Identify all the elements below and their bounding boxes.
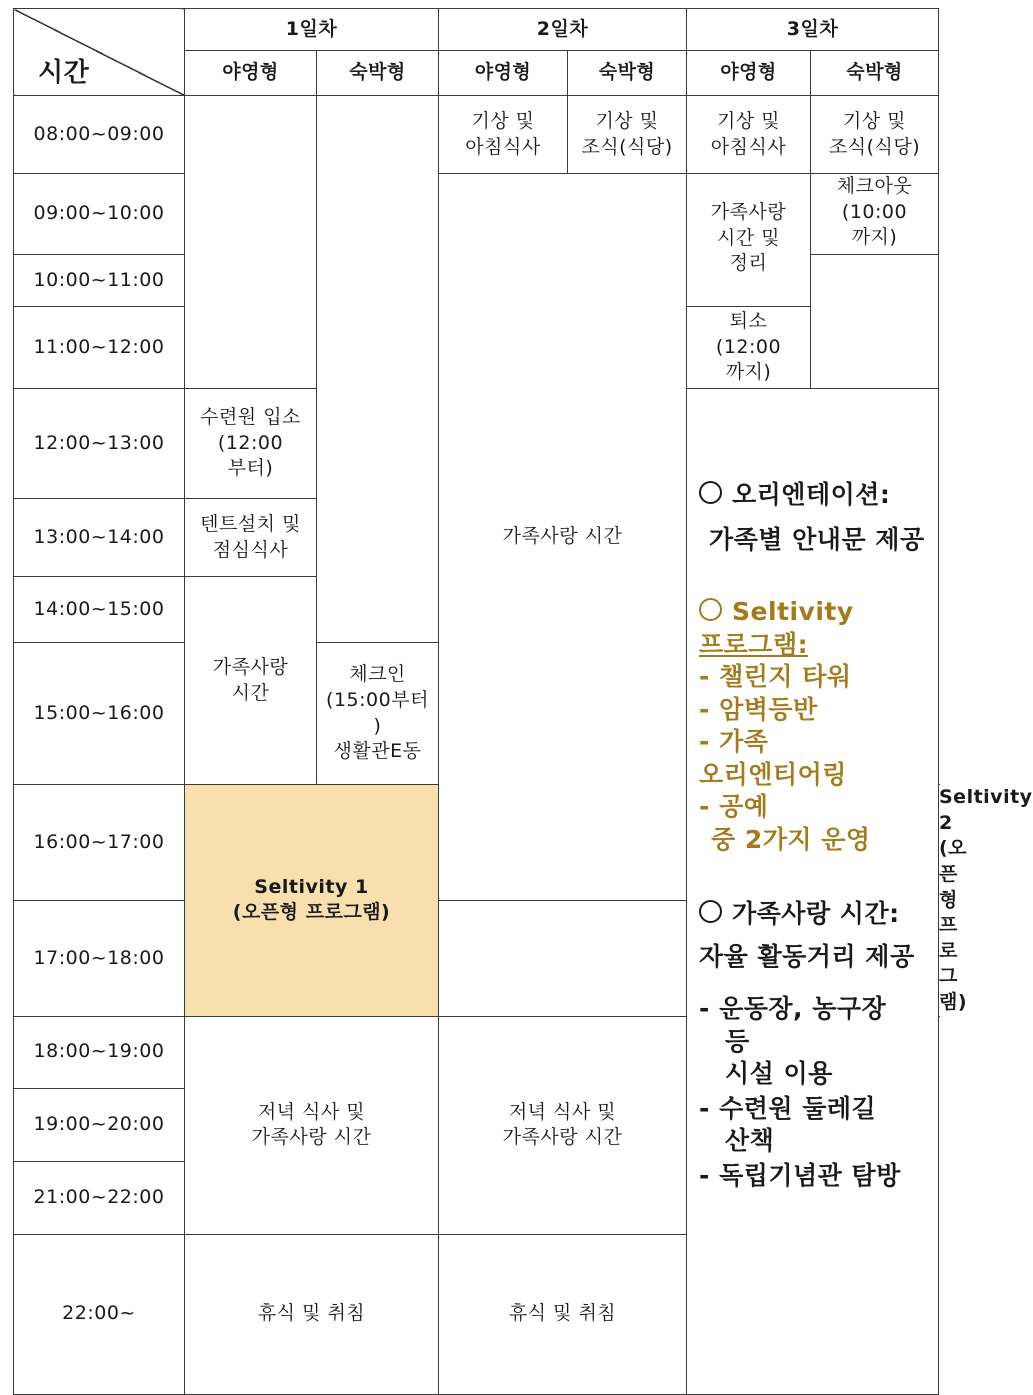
seltivity-item: - 가족 오리엔티어링 [699,727,847,789]
family-sub: 자율 활동거리 제공 [699,941,915,971]
time-slot: 15:00~16:00 [14,643,185,785]
seltivity-item: - 암벽등반 [699,694,818,724]
day3-camp-leave: 퇴소 (12:00 까지) [687,307,811,389]
time-slot: 19:00~20:00 [14,1088,185,1161]
day2-stay-header: 숙박형 [568,51,687,96]
time-header: 시간 [38,57,90,88]
day1-camp-tent: 텐트설치 및 점심식사 [185,499,317,577]
seltivity-note: 중 2가지 운영 [711,824,871,854]
time-slot: 16:00~17:00 [14,785,185,901]
seltivity-title: Seltivity [732,597,854,626]
time-slot: 13:00~14:00 [14,499,185,577]
day1-camp-empty [185,96,317,389]
time-slot: 09:00~10:00 [14,174,185,255]
day-1-header: 1일차 [185,9,439,51]
family-block [699,898,928,931]
time-slot: 22:00~ [14,1234,185,1394]
corner-header [14,9,185,96]
day-3-header: 3일차 [687,9,939,51]
family-item: - 운동장, 농구장 등 시설 이용 [699,994,887,1088]
time-slot: 21:00~22:00 [14,1161,185,1234]
day2-camp-wake: 기상 및 아침식사 [439,96,568,174]
day-2-header: 2일차 [439,9,687,51]
family-item: - 독립기념관 탐방 [699,1160,901,1190]
time-slot: 10:00~11:00 [14,255,185,307]
family-item: - 수련원 둘레길 산책 [699,1093,877,1155]
day2-camp-header: 야영형 [439,51,568,96]
day3-stay-checkout: 체크아웃 (10:00 까지) [811,174,939,255]
seltivity-item: - 챌린지 타워 [699,662,852,691]
day3-camp-wake: 기상 및 아침식사 [687,96,811,174]
seltivity-item: - 공예 [699,792,769,821]
day3-stay-header: 숙박형 [811,51,939,96]
time-slot: 18:00~19:00 [14,1016,185,1088]
day3-camp-family: 가족사랑 시간 및 정리 [687,174,811,307]
orientation-sub: 가족별 안내문 제공 [709,524,925,554]
orientation-title: 오리엔테이션: [732,480,891,509]
time-slot: 17:00~18:00 [14,900,185,1016]
day2-family-time: 가족사랑 시간 [439,174,687,901]
day3-camp-header: 야영형 [687,51,811,96]
time-slot: 12:00~13:00 [14,389,185,499]
day3-stay-wake: 기상 및 조식(식당) [811,96,939,174]
day3-stay-empty [811,255,939,389]
family-list [699,993,928,1192]
circle-bullet-icon [699,598,722,621]
family-title: 가족사랑 시간: [732,899,900,928]
day1-camp-enter: 수련원 입소 (12:00 부터) [185,389,317,499]
day1-camp-family: 가족사랑 시간 [185,577,317,785]
circle-bullet-icon [699,900,722,923]
time-slot: 08:00~09:00 [14,96,185,174]
seltivity-block [699,596,928,856]
day2-rest: 휴식 및 취침 [439,1234,687,1394]
day1-dinner: 저녁 식사 및 가족사랑 시간 [185,1016,439,1234]
time-slot: 14:00~15:00 [14,577,185,643]
day1-stay-header: 숙박형 [317,51,439,96]
schedule-table: 시간 1일차 2일차 3일차 야영형 숙박형 야영형 숙박형 야영형 숙박형 08:00~09:00 기상 및 아침식사 기상 및 조식(식당) 기상 및 아침식사 기상 및 조식(식당) 09:00~10:00 가족사랑 시간 가족사랑 시간 및 정리 체크아웃 (10:00 까지) 10:00~11:00 11:00~12:00 퇴소 (12:00 까지) 12:00~13:00 수련원 입소 (12:00 부터) 오리엔테이션: 가족별 안내문 제공 Seltivity 프로그램: - 챌린지 타워 - 암벽등반 - 가족 오리엔티어링 - 공예 중 2가지 운영 가족사랑 시간: 자율 활동거리 제공 - 운동장, 농구장 등 시설 이용 - 수련원 둘레길 산책 - 독립기념관 탐방 13:00~14:00 텐트설치 및 점심식사 14:00~15:00 가족사랑 시간 15:00~16:00 체크인 (15:00부터 ) 생활관E동 16:00~17:00 Seltivity 1 (오픈형 프로그램) Seltivity 2 (오픈형 프로그램) 17:00~18:00 18:00~19:00 저녁 식사 및 가족사랑 시간 저녁 식사 및 가족사랑 시간 19:00~20:00 21:00~22:00 22:00~ 휴식 및 취침 휴식 및 취침 [13,8,939,1395]
day2-stay-wake: 기상 및 조식(식당) [568,96,687,174]
day1-rest: 휴식 및 취침 [185,1234,439,1394]
day1-stay-checkin: 체크인 (15:00부터 ) 생활관E동 [317,643,439,785]
day1-camp-header: 야영형 [185,51,317,96]
day2-dinner: 저녁 식사 및 가족사랑 시간 [439,1016,687,1234]
day1-stay-empty [317,96,439,643]
circle-bullet-icon [699,481,722,504]
day1-seltivity: Seltivity 1 (오픈형 프로그램) [185,785,439,1017]
day3-info-panel [687,389,939,1395]
orientation-block [699,479,928,512]
time-slot: 11:00~12:00 [14,307,185,389]
seltivity-program-label: 프로그램: [699,629,809,659]
